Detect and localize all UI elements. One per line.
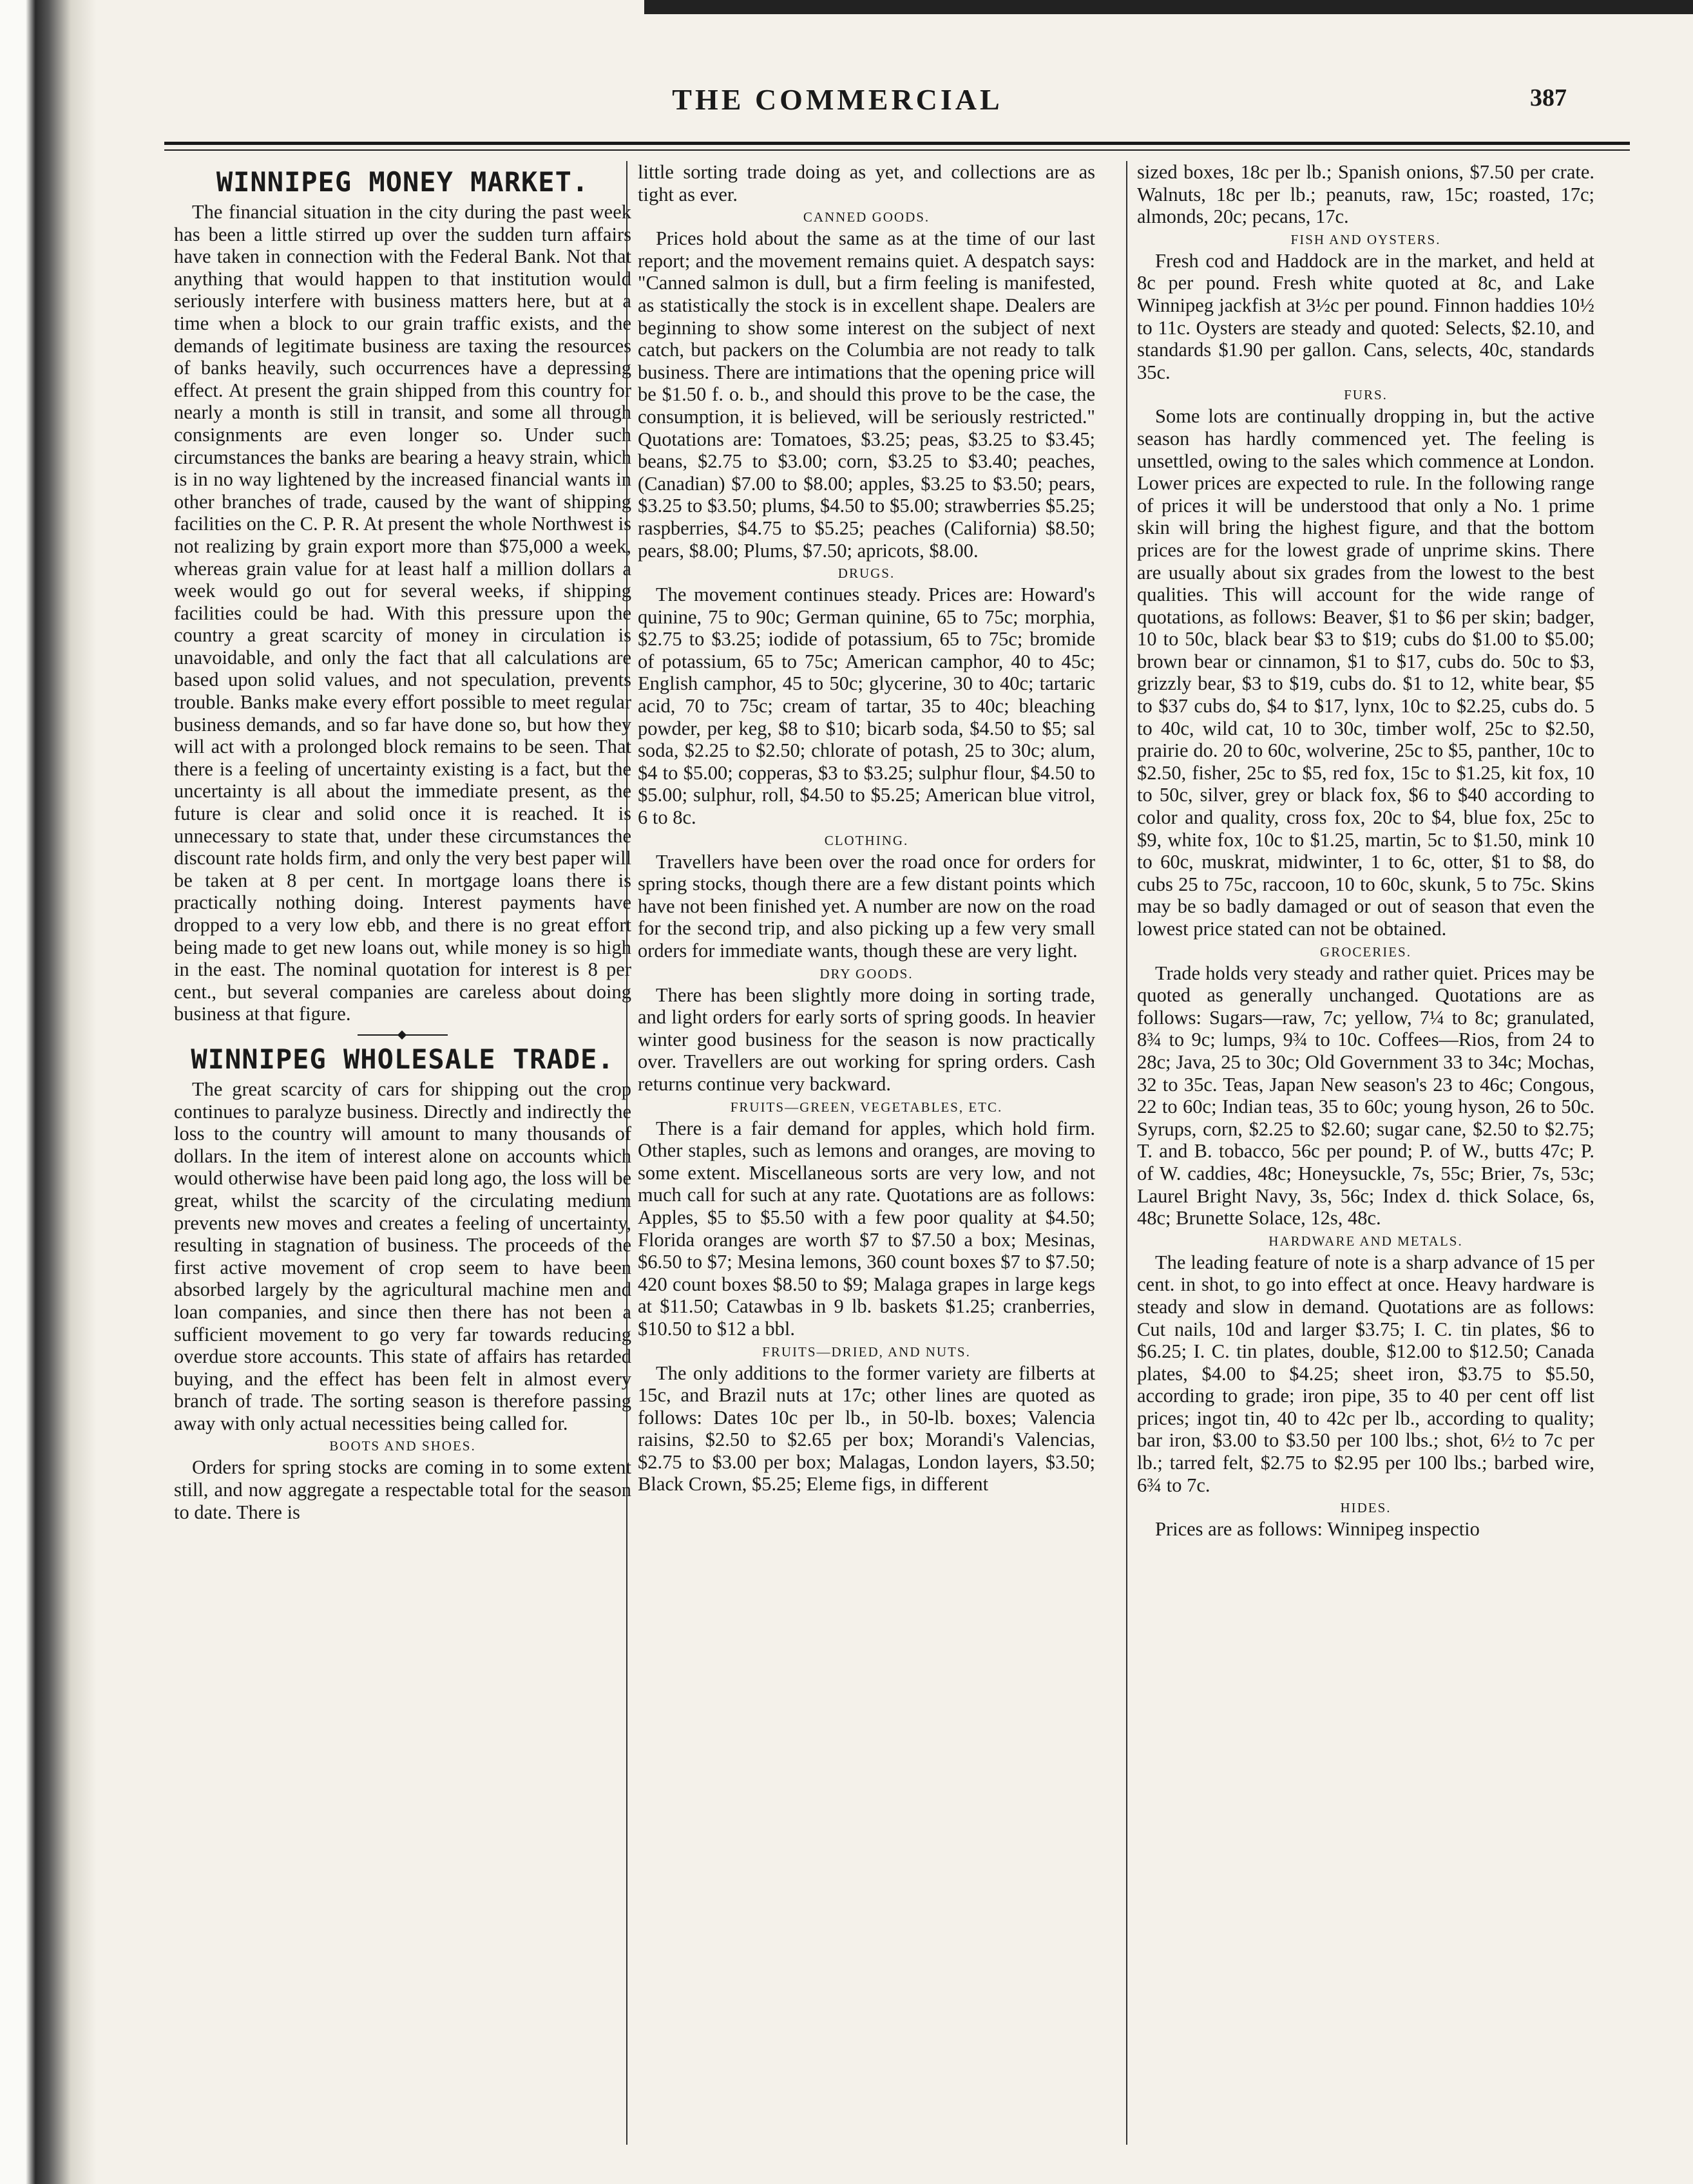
subheading-canned-goods: CANNED GOODS. [803,209,930,225]
section-separator [358,1032,448,1038]
page-number: 387 [1530,84,1567,111]
paragraph-wholesale-trade: The great scarcity of cars for shipping out the crop continues to paralyze business. Directly and indirectly the loss to the country will amount to many thousands of dollars. In the item of interest alone on accounts which would otherwise have been paid long ago, the loss will be great, whilst the scarcity of the circulating medium prevents new moves and creates a feeling of uncertainty, resulting in stagnation of business. The proceeds of the first active movement of crop seem to have been absorbed largely by the agricultural machine men and loan companies, and since then there has not been a sufficient movement to go very far towards reducing overdue store accounts. This state of affairs has retarded buying, and the effect has been felt in almost every branch of trade. The sorting season is therefore passing away with only actual necessities being called for. [174,1078,631,1434]
subheading-boots-shoes: BOOTS AND SHOES. [329,1438,476,1454]
paragraph-continued: little sorting trade doing as yet, and collections are as tight as ever. [638,161,1095,205]
paragraph-money-market: The financial situation in the city during the past week has been a little stirred up over the sudden turn affairs have taken in connection with the Federal Bank. Not that anything that would happen to that institution would seriously interfere with business matters here, but at a time when a block to our grain traffic exists, and the demands of legitimate business are taxing the resources of banks heavily, such occurrences have a depressing effect. At present the grain shipped from this country for nearly a month is still in transit, and some all through consignments are even longer so. Under such circumstances the banks are bearing a heavy strain, which is in no way lightened by the increased financial wants in other branches of trade, caused by the want of shipping facilities on the C. P. R. At present the whole Northwest is not realizing by grain export more than $75,000 a week, whereas grain value for at least half a million dollars a week would go out for several weeks, if shipping facilities could be had. With this pressure upon the country a great scarcity of money in circulation is unavoidable, and only the fact that all calculations are based upon solid values, and not speculation, prevents trouble. Banks make every effort possible to meet regular business demands, and so far have done so, but how they will act with a prolonged block remains to be seen. That there is a feeling of uncertainty existing is a fact, but the uncertainty is all about the immediate present, as the future is clear and solid once it is reached. It is unnecessary to state that, under these circumstances the discount rate holds firm, and only the very best paper will be taken at 8 per cent. In mortgage loans there is practically nothing doing. Interest payments have dropped to a very low ebb, and there is no great effort being made to get new loans out, while money is so high in the east. The nominal quotation for interest is 8 per cent., but several companies are careless about doing business at that figure. [174,201,631,1025]
paragraph-hides: Prices are as follows: Winnipeg inspectio [1155,1518,1480,1541]
subheading-drugs: DRUGS. [837,565,895,582]
top-edge-bar [644,0,1693,14]
paragraph-boots-shoes: Orders for spring stocks are coming in to some extent still, and now aggregate a respectable total for the season to date. There is [174,1456,631,1523]
column-2 [638,161,1095,2158]
subheading-hides: HIDES. [1340,1500,1392,1516]
subheading-fish-oysters: FISH AND OYSTERS. [1290,231,1441,247]
subheading-furs: FURS. [1344,387,1388,403]
column-divider-2 [1126,161,1127,2145]
header-rule-thick [164,142,1630,145]
header-rule-thin [164,149,1630,151]
masthead-title: THE COMMERCIAL [672,83,1003,116]
subheading-groceries: GROCERIES. [1320,944,1411,960]
paragraph-groceries: Trade holds very steady and rather quiet. Prices may be quoted as generally unchanged. Quotations are as follows: Sugars—raw, 7c; yellow, 7¼ to 8c; granulated, 8¾ to 9c; lumps, 9¾ to 10c. Coffees—Rios, from 24 to 28c; Java, 25 to 30c; Old Government 33 to 34c; Mochas, 32 to 35c. Teas, Japan New season's 23 to 46c; Congous, 22 to 60c; Indian teas, 35 to 60c; young hyson, 26 to 50c. Syrups, corn, $2.25 to $2.60; sugar cane, $2.50 to $2.75; T. and B. tobacco, 56c per pound; P. of W., butts 47c; P. of W. caddies, 48c; Honeysuckle, 7s, 55c; Brier, 7s, 53c; Laurel Bright Navy, 3s, 56c; Index d. thick Solace, 6s, 48c; Brunette Solace, 12s, 48c. [1137,962,1594,1230]
subheading-fruits-dried: FRUITS—DRIED, AND NUTS. [762,1344,971,1360]
column-1 [174,161,631,2158]
subheading-fruits-green: FRUITS—GREEN, VEGETABLES, ETC. [730,1099,1003,1115]
paragraph-furs: Some lots are continually dropping in, but the active season has hardly commenced yet. The feeling is unsettled, owing to the sales which commence at London. Lower prices are expected to rule. In the following range of prices it will be understood that only a No. 1 prime skin will bring the highest figure, and that the bottom prices are for the lowest grade of unprime skins. There are usually about six grades from the lowest to the best qualities. This will account for the wide range of quotations, as follows: Beaver, $1 to $6 per skin; badger, 10 to 50c, black bear $3 to $19; cubs do $1.00 to $5.00; brown bear or cinnamon, $1 to $17, cubs do. 50c to $3, grizzly bear, $3 to $19, cubs do. $1 to 12, white bear, $5 to $37 cubs do, $4 to $17, lynx, 10c to $2.25, cubs do. 5 to 40c, wild cat, 10 to 30c, timber wolf, 25c to $2.50, prairie do. 20 to 60c, wolverine, 25c to $5, panther, 10c to $2.50, fisher, 25c to $5, red fox, 15c to $1.25, kit fox, 10 to 50c, silver, grey or black fox, $6 to $40 according to color and quality, cross fox, 20c to $4, blue fox, 25c to $9, white fox, 10c to $1.25, martin, 5c to $1.50, mink 10 to 60c, muskrat, midwinter, 1 to 6c, otter, $1 to $8, do cubs 25 to 75c, raccoon, 10 to 60c, skunk, 5 to 75c. Skins may be so badly damaged or out of season that even the lowest price stated can not be obtained. [1137,405,1594,940]
heading-wholesale-trade: WINNIPEG WHOLESALE TRADE. [191,1043,615,1075]
paragraph-fruits-green: There is a fair demand for apples, which hold firm. Other staples, such as lemons and oranges, are moving to some extent. Miscellaneous sorts are very low, and not much call for such at any rate. Quotations are as follows: Apples, $5 to $5.50 with a few poor quality at $4.50; Florida oranges are worth $7 to $7.50 a box; Mesinas, $6.50 to $7; Mesina lemons, 360 count boxes $7 to $7.50; 420 count boxes $8.50 to $9; Malaga grapes in large kegs at $11.50; Catawbas in 9 lb. baskets $1.25; cranberries, $10.50 to $12 a bbl. [638,1117,1095,1340]
paragraph-continued: sized boxes, 18c per lb.; Spanish onions, $7.50 per crate. Walnuts, 18c per lb.; peanuts, raw, 15c; roasted, 17c; almonds, 20c; pecans, 17c. [1137,161,1594,228]
heading-money-market: WINNIPEG MONEY MARKET. [216,166,589,198]
paragraph-hardware-metals: The leading feature of note is a sharp advance of 15 per cent. in shot, to go into effect at once. Heavy hardware is steady and slow in demand. Quotations are as follows: Cut nails, 10d and larger $3.75; I. C. tin plates, $6 to $6.25; I. C. tin plates, double, $12.00 to $12.50; Canada plates, $4.00 to $4.25; sheet iron, $3.75 to $5.50, according to grade; iron pipe, 35 to 40 per cent off list prices; ingot tin, 40 to 42c per lb., according to quality; bar iron, $3.00 to $3.50 per 100 lbs.; shot, 6½ to 7c per lb.; tarred felt, $2.75 to $2.95 per 100 lbs.; barbed wire, 6¾ to 7c. [1137,1251,1594,1496]
subheading-clothing: CLOTHING. [824,832,909,848]
paragraph-fish-oysters: Fresh cod and Haddock are in the market, and held at 8c per pound. Fresh white quoted at 8c, and Lake Winnipeg jackfish at 3½c per pound. Finnon haddies 10½ to 11c. Oysters are steady and quoted: Selects, $2.10, and standards $1.90 per gallon. Cans, selects, 40c, standards 35c. [1137,249,1594,383]
paragraph-fruits-dried: The only additions to the former variety are filberts at 15c, and Brazil nuts at 17c; other lines are quoted as follows: Dates 10c per lb., in 50-lb. boxes; Valencia raisins, $2.50 to $2.65 per box; Morandi's Valencias, $2.75 to $3.00 per box; Malagas, London layers, $3.50; Black Crown, $5.25; Eleme figs, in different [638,1362,1095,1496]
paragraph-canned-goods: Prices hold about the same as at the time of our last report; and the movement remains quiet. A despatch says: "Canned salmon is dull, but a firm feeling is manifested, as statistically the stock is in excellent shape. Dealers are beginning to show some interest on the subject of next catch, but packers on the Columbia are not ready to talk business. There are intimations that the opening price will be $1.50 f. o. b., and should this prove to be the case, the consumption, it is believed, will be seriously restricted." Quotations are: Tomatoes, $3.25; peas, $3.25 to $3.45; beans, $2.75 to $3.00; corn, $3.25 to $3.40; peaches, (Canadian) $7.00 to $8.00; apples, $3.25 to $3.50; pears, $3.25 to $3.50; plums, $4.50 to $5.00; strawberries $5.25; raspberries, $4.75 to $5.25; peaches (California) $8.50; pears, $8.00; Plums, $7.50; apricots, $8.00. [638,227,1095,562]
page-binding-edge [0,0,97,2184]
paragraph-drugs: The movement continues steady. Prices are: Howard's quinine, 75 to 90c; German quinine, 65 to 75c; morphia, $2.75 to $3.25; iodide of potassium, 65 to 75c; bromide of potassium, 65 to 75c; American camphor, 40 to 45c; English camphor, 45 to 50c; glycerine, 30 to 40c; tartaric acid, 70 to 75c; cream of tartar, 35 to 40c; bleaching powder, per keg, $8 to $10; bicarb soda, $4.50 to $5; sal soda, $2.25 to $2.50; chlorate of potash, 25 to 30c; alum, $4 to $5.00; copperas, $3 to $3.25; sulphur flour, $4.50 to $5.00; sulphur, roll, $4.50 to $5.25; American blue vitrol, 6 to 8c. [638,584,1095,829]
column-3 [1137,161,1594,2158]
subheading-hardware-metals: HARDWARE AND METALS. [1268,1233,1463,1249]
paragraph-dry-goods: There has been slightly more doing in sorting trade, and light orders for early sorts of spring goods. In heavier winter good business for the season is now practically over. Travellers are out working for spring orders. Cash returns continue very backward. [638,983,1095,1095]
paragraph-clothing: Travellers have been over the road once for orders for spring stocks, though there are a few distant points which have not been finished yet. A number are now on the road for the second trip, and also picking up a few very small orders for immediate wants, though these are very light. [638,850,1095,962]
subheading-dry-goods: DRY GOODS. [819,965,913,982]
